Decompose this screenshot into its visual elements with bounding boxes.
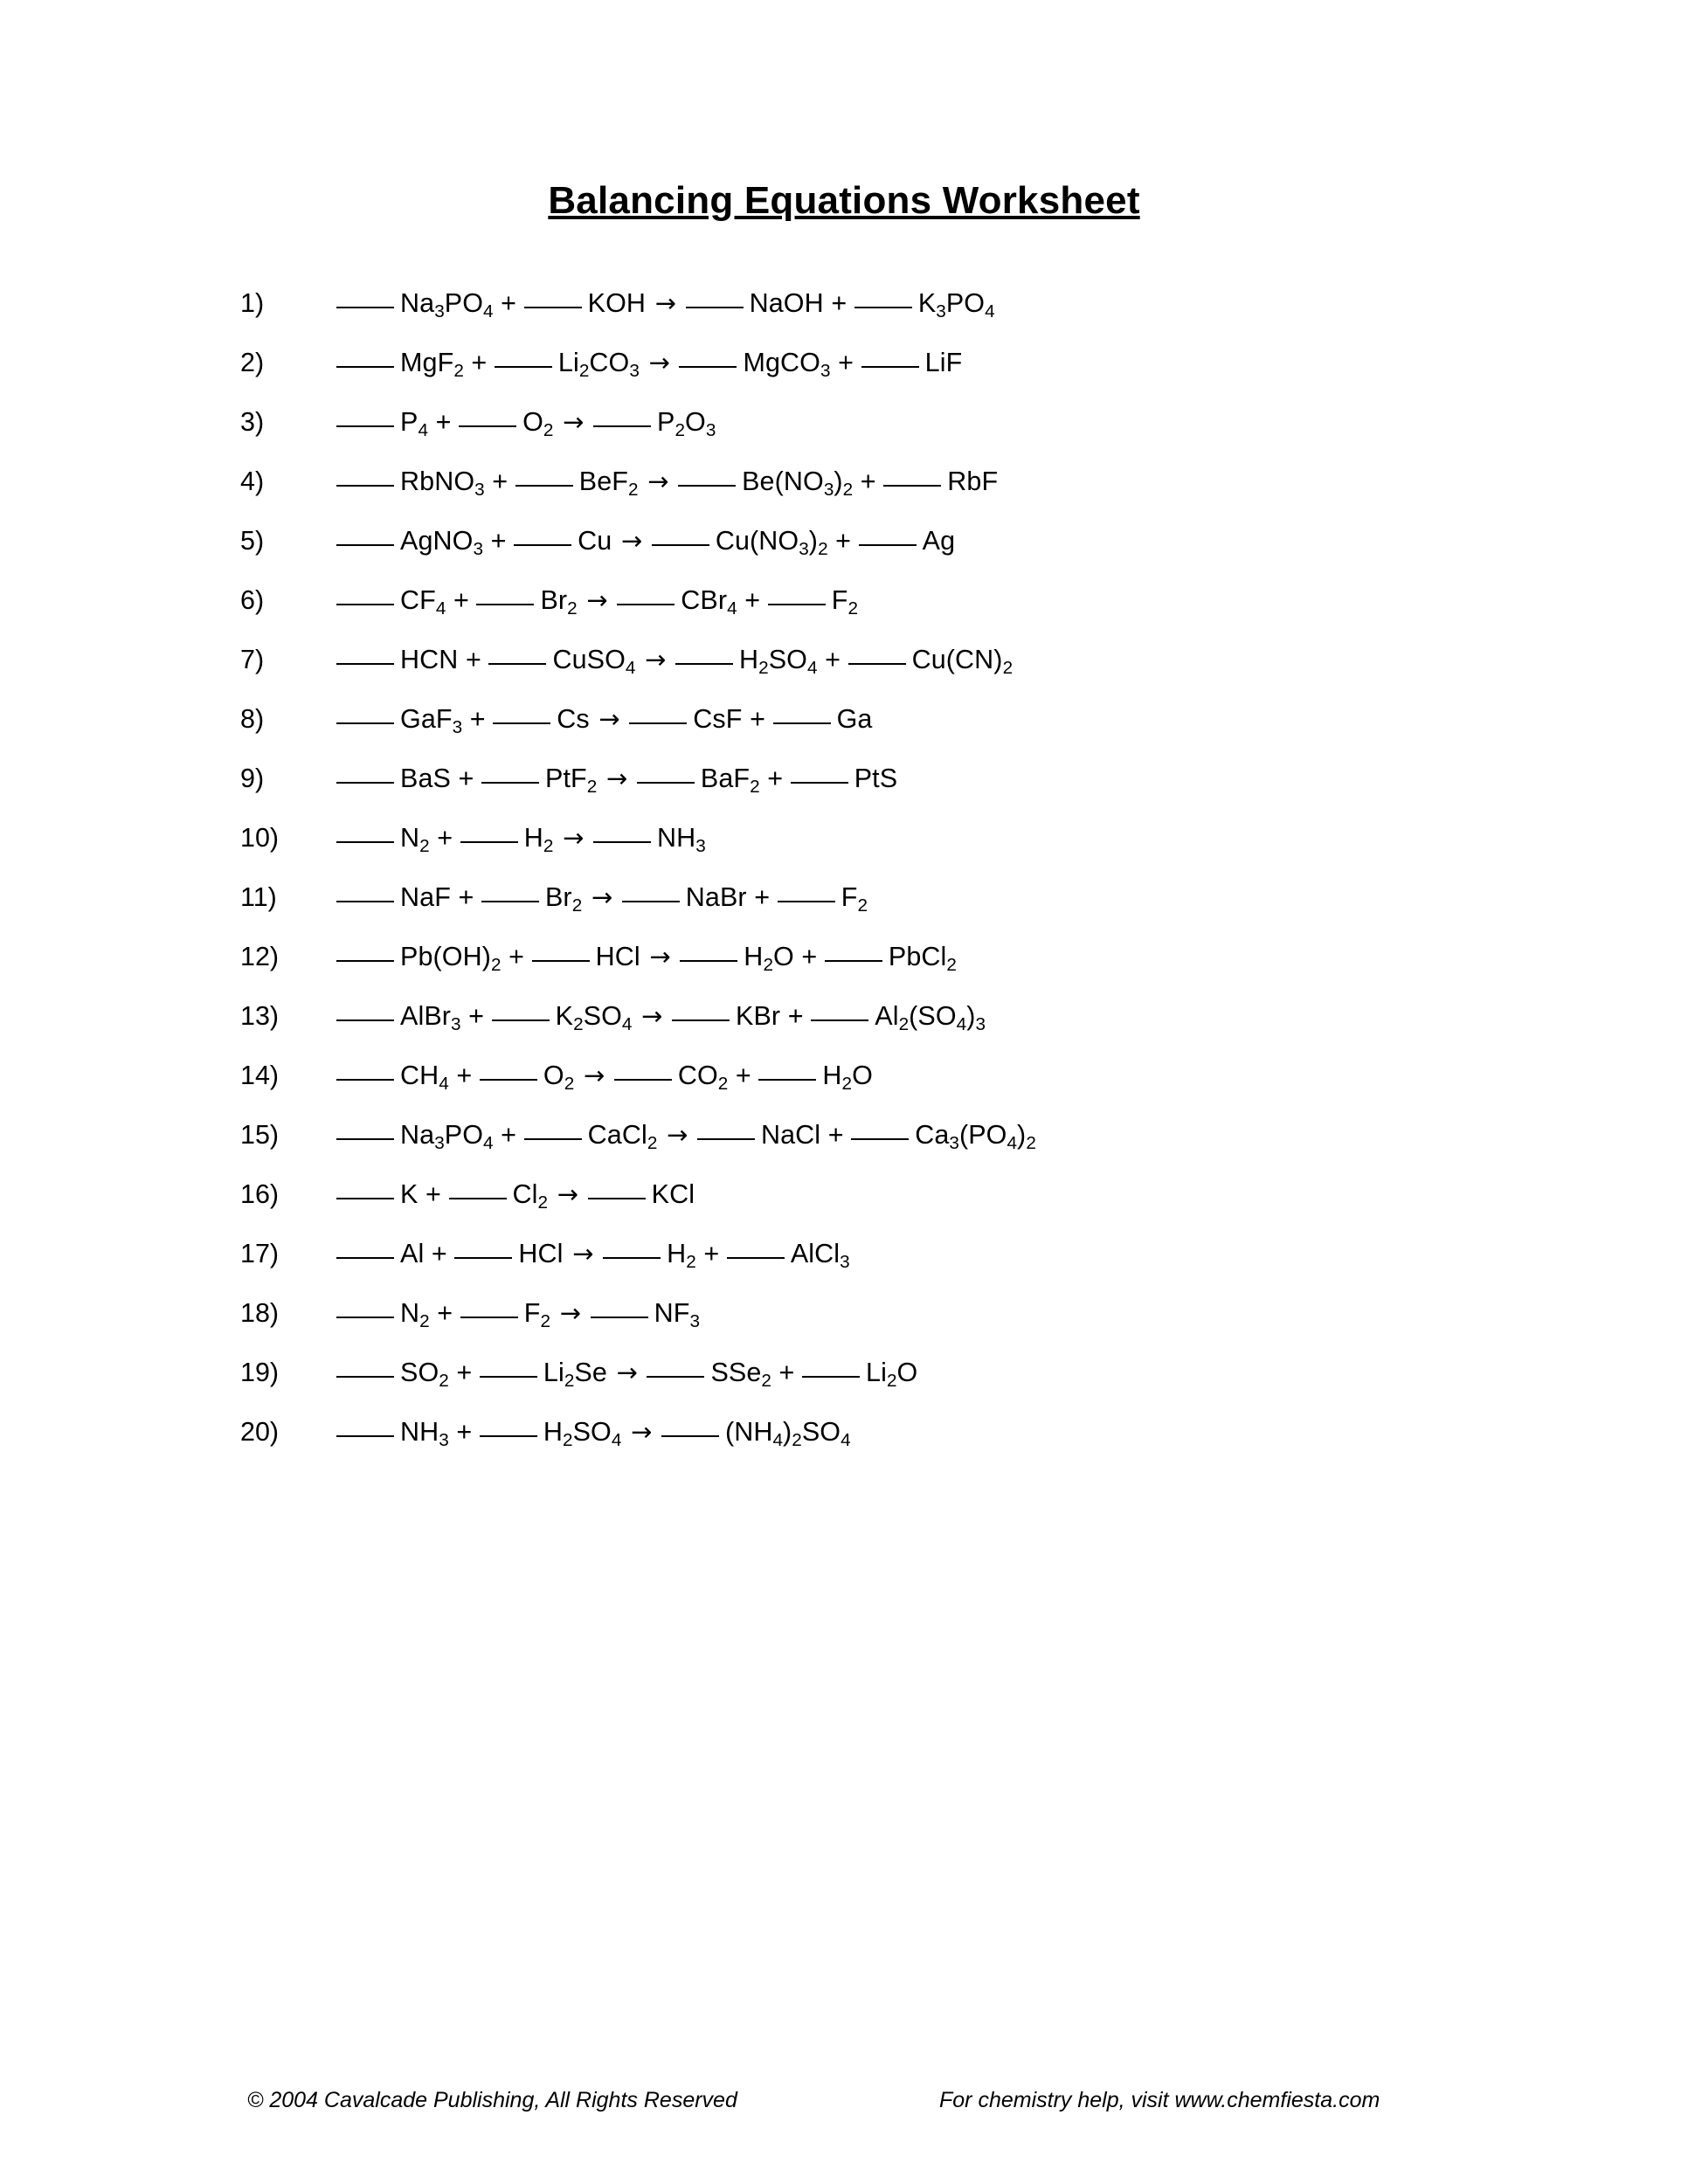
problem-row [240, 1358, 1507, 1417]
coefficient-blank[interactable] [686, 307, 744, 308]
coefficient-blank[interactable] [614, 1079, 672, 1081]
chemical-formula: $Li_2Se$ [543, 1358, 607, 1391]
coefficient-blank[interactable] [480, 1435, 537, 1437]
chemical-formula: $H_2SO_4$ [543, 1417, 622, 1450]
equation: Al + HCl → $H_2$ + AlCl$_3$ [336, 1239, 850, 1273]
problem-row [240, 467, 1507, 526]
chemical-formula: GaF$_3$ [400, 704, 463, 737]
chemical-formula: $H_2O$ [744, 942, 794, 975]
coefficient-blank[interactable] [480, 1079, 537, 1081]
coefficient-blank[interactable] [802, 1376, 860, 1378]
coefficient-blank[interactable] [637, 782, 695, 784]
problem-row [240, 407, 1507, 467]
coefficient-blank[interactable] [524, 1138, 582, 1140]
reaction-arrow-icon: → [591, 882, 613, 912]
coefficient-blank[interactable] [336, 544, 394, 546]
problem-row [240, 585, 1507, 645]
equation: $Na_3PO_4$ + KOH → NaOH + $K_3PO_4$ [336, 288, 995, 322]
coefficient-blank[interactable] [593, 425, 651, 427]
chemical-formula: $Be(NO_3)_2$ [742, 467, 854, 500]
coefficient-blank[interactable] [495, 366, 552, 368]
chemical-formula: $P_2O_3$ [657, 407, 716, 440]
reaction-arrow-icon: → [647, 467, 669, 496]
chemical-formula: KBr [736, 1001, 781, 1031]
coefficient-blank[interactable] [679, 366, 737, 368]
coefficient-blank[interactable] [336, 366, 394, 368]
coefficient-blank[interactable] [861, 366, 919, 368]
problem-number: 5) [240, 526, 265, 556]
chemical-formula: BeF$_2$ [578, 467, 639, 500]
problem-row [240, 1239, 1507, 1298]
coefficient-blank[interactable] [851, 1138, 909, 1140]
problem-number: 4) [240, 467, 265, 496]
chemical-formula: PtF$_2$ [545, 764, 598, 797]
problem-number: 13) [240, 1001, 280, 1031]
page-title: Balancing Equations Worksheet [548, 179, 1140, 222]
coefficient-blank[interactable] [336, 604, 394, 605]
coefficient-blank[interactable] [773, 722, 831, 724]
equation: HCN + CuSO$_4$ → $H_2SO_4 + Cu(CN)_2$ [336, 645, 1013, 679]
chemical-formula: NaBr [685, 882, 747, 912]
coefficient-blank[interactable] [460, 1317, 518, 1318]
coefficient-blank[interactable] [460, 841, 518, 843]
chemical-formula: $H_2O$ [822, 1061, 873, 1094]
coefficient-blank[interactable] [593, 841, 651, 843]
problem-number: 19) [240, 1358, 280, 1387]
equation: AlBr$_3$ + $K_2SO_4$ → KBr + $Al_2(SO_4)_3$ [336, 1001, 986, 1035]
reaction-arrow-icon: → [563, 823, 585, 853]
coefficient-blank[interactable] [854, 307, 912, 308]
chemical-formula: RbF [947, 467, 999, 496]
chemical-formula: Cs [557, 704, 590, 734]
chemical-formula: CsF [693, 704, 743, 734]
chemical-formula: Ga [836, 704, 873, 734]
coefficient-blank[interactable] [336, 1435, 394, 1437]
problem-number: 9) [240, 764, 265, 793]
problem-row [240, 704, 1507, 764]
chemical-formula: $Na_3PO_4$ [400, 288, 494, 321]
problem-row [240, 1061, 1507, 1120]
coefficient-blank[interactable] [336, 307, 394, 308]
reaction-arrow-icon: → [648, 348, 670, 377]
coefficient-blank[interactable] [459, 425, 516, 427]
reaction-arrow-icon: → [649, 942, 671, 971]
chemical-formula: LiF [924, 348, 963, 377]
reaction-arrow-icon: → [620, 526, 643, 556]
coefficient-blank[interactable] [336, 1257, 394, 1259]
coefficient-blank[interactable] [825, 960, 882, 962]
problem-row [240, 1179, 1507, 1239]
problem-number: 7) [240, 645, 265, 674]
chemical-formula: BaS [400, 764, 451, 793]
equation: AgNO$_3$ + $Cu \to Cu(NO_3)_2 + Ag$ [336, 526, 955, 560]
equation: $N_2 + H_2 \to NH_3$ [336, 823, 706, 857]
equation: $MgF_2 + Li_2CO_3$ → MgCO$_3$ + LiF [336, 348, 962, 382]
chemical-formula: $Na_3PO_4$ [400, 1120, 494, 1153]
chemical-formula: $CF_4$ [400, 585, 446, 619]
chemical-formula: $Br_2$ [544, 882, 583, 916]
equation: $Pb(OH)_2$ + HCl → $H_2O$ + PbCl$_2$ [336, 942, 957, 976]
chemical-formula: SSe$_2$ [710, 1358, 771, 1391]
problem-number: 20) [240, 1417, 280, 1447]
chemical-formula: NaOH [749, 288, 824, 318]
equation: NaF + $Br_2$ → NaBr + $F_2$ [336, 882, 868, 916]
coefficient-blank[interactable] [678, 485, 736, 487]
chemical-formula: AlBr$_3$ [400, 1001, 461, 1034]
chemical-formula: $F_2$ [841, 882, 868, 916]
chemical-formula: $H_2SO_4$ [739, 645, 818, 678]
chemical-formula: $Cu(CN)_2$ [911, 645, 1013, 678]
equation: $NH_3 + H_2SO_4 \to (NH_4)_2SO_4$ [336, 1417, 851, 1451]
reaction-arrow-icon: → [598, 704, 620, 734]
chemical-formula: $N_2$ [400, 823, 430, 856]
chemical-formula: MgCO$_3$ [743, 348, 831, 381]
equation: $N_2 + F_2 \to NF_3$ [336, 1298, 700, 1332]
coefficient-blank[interactable] [336, 1138, 394, 1140]
problem-row [240, 882, 1507, 942]
problem-number: 15) [240, 1120, 280, 1150]
coefficient-blank[interactable] [768, 604, 826, 605]
problem-number: 18) [240, 1298, 280, 1328]
coefficient-blank[interactable] [591, 1317, 648, 1318]
coefficient-blank[interactable] [532, 960, 590, 962]
coefficient-blank[interactable] [336, 425, 394, 427]
chemical-formula: $F_2$ [523, 1298, 551, 1331]
chemical-formula: HCl [595, 942, 640, 971]
coefficient-blank[interactable] [524, 307, 582, 308]
equation: BaS + PtF$_2$ → BaF$_2$ + PtS [336, 764, 897, 798]
problem-row [240, 1417, 1507, 1476]
coefficient-blank[interactable] [778, 901, 835, 902]
chemical-formula: Al [400, 1239, 425, 1268]
problem-number: 17) [240, 1239, 280, 1268]
coefficient-blank[interactable] [622, 901, 680, 902]
equation: $K + Cl_2$ → KCl [336, 1179, 695, 1213]
coefficient-blank[interactable] [449, 1198, 507, 1199]
chemical-formula: $H_2$ [523, 823, 554, 856]
chemical-formula: $NH_3$ [657, 823, 706, 856]
coefficient-blank[interactable] [697, 1138, 755, 1140]
problem-row [240, 764, 1507, 823]
coefficient-blank[interactable] [883, 485, 941, 487]
chemical-formula: NaF [400, 882, 451, 912]
coefficient-blank[interactable] [647, 1376, 704, 1378]
chemical-formula: $K_3PO_4$ [917, 288, 995, 321]
problem-number: 3) [240, 407, 265, 437]
problem-list [240, 288, 1507, 1476]
reaction-arrow-icon: → [641, 1001, 663, 1031]
problem-row [240, 645, 1507, 704]
coefficient-blank[interactable] [488, 663, 546, 665]
chemical-formula: $K_2SO_4$ [555, 1001, 633, 1034]
problem-row [240, 288, 1507, 348]
coefficient-blank[interactable] [336, 663, 394, 665]
chemical-formula: $Ca_3(PO_4)_2$ [915, 1120, 1036, 1153]
chemical-formula: $F_2$ [831, 585, 858, 619]
chemical-formula: CBr$_4$ [681, 585, 737, 619]
problem-number: 11) [240, 882, 277, 912]
problem-number: 6) [240, 585, 265, 615]
coefficient-blank[interactable] [672, 1019, 730, 1021]
chemical-formula: $Al_2(SO_4)_3$ [875, 1001, 986, 1034]
chemical-formula: $N_2$ [400, 1298, 430, 1331]
reaction-arrow-icon: → [654, 288, 677, 318]
coefficient-blank[interactable] [758, 1079, 816, 1081]
equation: GaF$_3$ + Cs → CsF + Ga [336, 704, 872, 738]
reaction-arrow-icon: → [557, 1179, 579, 1209]
chemical-formula: $NH_3$ [400, 1417, 449, 1450]
coefficient-blank[interactable] [336, 1376, 394, 1378]
chemical-formula: KCl [651, 1179, 695, 1209]
coefficient-blank[interactable] [859, 544, 917, 546]
coefficient-blank[interactable] [493, 722, 550, 724]
problem-number: 2) [240, 348, 265, 377]
problem-row [240, 823, 1507, 882]
footer-help: For chemistry help, visit www.chemfiesta.com [939, 2088, 1380, 2112]
coefficient-blank[interactable] [480, 1376, 537, 1378]
chemical-formula: $CO_2$ [677, 1061, 729, 1094]
equation: $P_4 + O_2 \to P_2O_3$ [336, 407, 716, 441]
chemical-formula: $NF_3$ [654, 1298, 700, 1331]
coefficient-blank[interactable] [454, 1257, 512, 1259]
coefficient-blank[interactable] [629, 722, 687, 724]
chemical-formula: PtS [854, 764, 898, 793]
chemical-formula: $CH_4$ [400, 1061, 449, 1094]
chemical-formula: HCl [518, 1239, 564, 1268]
footer-copyright: © 2004 Cavalcade Publishing, All Rights Reserved [247, 2088, 737, 2112]
chemical-formula: $Li_2O$ [866, 1358, 918, 1391]
coefficient-blank[interactable] [603, 1257, 661, 1259]
coefficient-blank[interactable] [588, 1198, 646, 1199]
coefficient-blank[interactable] [336, 1079, 394, 1081]
coefficient-blank[interactable] [336, 901, 394, 902]
coefficient-blank[interactable] [481, 901, 539, 902]
coefficient-blank[interactable] [727, 1257, 785, 1259]
coefficient-blank[interactable] [336, 782, 394, 784]
coefficient-blank[interactable] [617, 604, 675, 605]
chemical-formula: CaCl$_2$ [587, 1120, 658, 1153]
problem-row [240, 1001, 1507, 1061]
coefficient-blank[interactable] [336, 960, 394, 962]
problem-row [240, 348, 1507, 407]
chemical-formula: $O_2$ [522, 407, 554, 440]
chemical-formula: K [400, 1179, 419, 1209]
chemical-formula: HCN [400, 645, 459, 674]
problem-row [240, 1298, 1507, 1358]
chemical-formula: CuSO$_4$ [552, 645, 636, 678]
coefficient-blank[interactable] [515, 485, 573, 487]
problem-number: 16) [240, 1179, 280, 1209]
chemical-formula: PbCl$_2$ [888, 942, 957, 975]
reaction-arrow-icon: → [586, 585, 608, 615]
coefficient-blank[interactable] [476, 604, 534, 605]
reaction-arrow-icon: → [572, 1239, 594, 1268]
chemical-formula: $O_2$ [543, 1061, 575, 1094]
coefficient-blank[interactable] [336, 1317, 394, 1318]
reaction-arrow-icon: → [605, 764, 628, 793]
coefficient-blank[interactable] [514, 544, 571, 546]
coefficient-blank[interactable] [811, 1019, 868, 1021]
coefficient-blank[interactable] [492, 1019, 550, 1021]
chemical-formula: BaF$_2$ [700, 764, 760, 797]
problem-number: 14) [240, 1061, 280, 1090]
coefficient-blank[interactable] [336, 722, 394, 724]
chemical-formula: $(NH_4)_2SO_4$ [724, 1417, 851, 1450]
chemical-formula: $Pb(OH)_2$ [400, 942, 502, 975]
reaction-arrow-icon: → [583, 1061, 605, 1090]
coefficient-blank[interactable] [336, 841, 394, 843]
chemical-formula: MgF$_2$ [400, 348, 464, 381]
chemical-formula: $Cu(NO_3)_2$ [715, 526, 828, 559]
problem-number: 10) [240, 823, 280, 853]
coefficient-blank[interactable] [336, 1198, 394, 1199]
chemical-formula: KOH [587, 288, 647, 318]
equation: RbNO$_3$ + $BeF_2 \to Be(NO_3)_2$ + RbF [336, 467, 998, 501]
coefficient-blank[interactable] [680, 960, 737, 962]
chemical-formula: NaCl [760, 1120, 821, 1150]
chemical-formula: RbNO$_3$ [400, 467, 485, 500]
coefficient-blank[interactable] [336, 485, 394, 487]
chemical-formula: $Cl_2$ [512, 1179, 549, 1213]
reaction-arrow-icon: → [645, 645, 667, 674]
coefficient-blank[interactable] [336, 1019, 394, 1021]
chemical-formula: $SO_2$ [400, 1358, 449, 1391]
chemical-formula: Cu [578, 526, 612, 556]
reaction-arrow-icon: → [563, 407, 585, 437]
equation: $CF_4 + Br_2 \to CBr_4 + F_2$ [336, 585, 858, 619]
chemical-formula: $H_2$ [667, 1239, 696, 1272]
chemical-formula: Ag [922, 526, 956, 556]
problem-row [240, 1120, 1507, 1179]
coefficient-blank[interactable] [791, 782, 848, 784]
equation: $Na_3PO_4$ + CaCl$_2$ → NaCl + $Ca_3(PO_4)_2$ [336, 1120, 1036, 1154]
coefficient-blank[interactable] [848, 663, 906, 665]
chemical-formula: $Li_2CO_3$ [557, 348, 640, 381]
problem-number: 1) [240, 288, 265, 318]
reaction-arrow-icon: → [630, 1417, 653, 1447]
coefficient-blank[interactable] [481, 782, 539, 784]
chemical-formula: $Br_2$ [540, 585, 578, 619]
chemical-formula: AgNO$_3$ [400, 526, 484, 559]
equation: $SO_2 + Li_2Se \to SSe_2 + Li_2O$ [336, 1358, 917, 1392]
coefficient-blank[interactable] [652, 544, 709, 546]
problem-row [240, 526, 1507, 585]
equation: $CH_4 + O_2 \to CO_2 + H_2O$ [336, 1061, 873, 1095]
problem-number: 8) [240, 704, 265, 734]
problem-number: 12) [240, 942, 280, 971]
coefficient-blank[interactable] [661, 1435, 719, 1437]
coefficient-blank[interactable] [675, 663, 733, 665]
chemical-formula: $P_4$ [400, 407, 428, 440]
reaction-arrow-icon: → [559, 1298, 582, 1328]
chemical-formula: AlCl$_3$ [790, 1239, 850, 1272]
reaction-arrow-icon: → [666, 1120, 688, 1150]
reaction-arrow-icon: → [616, 1358, 638, 1387]
problem-row [240, 942, 1507, 1001]
